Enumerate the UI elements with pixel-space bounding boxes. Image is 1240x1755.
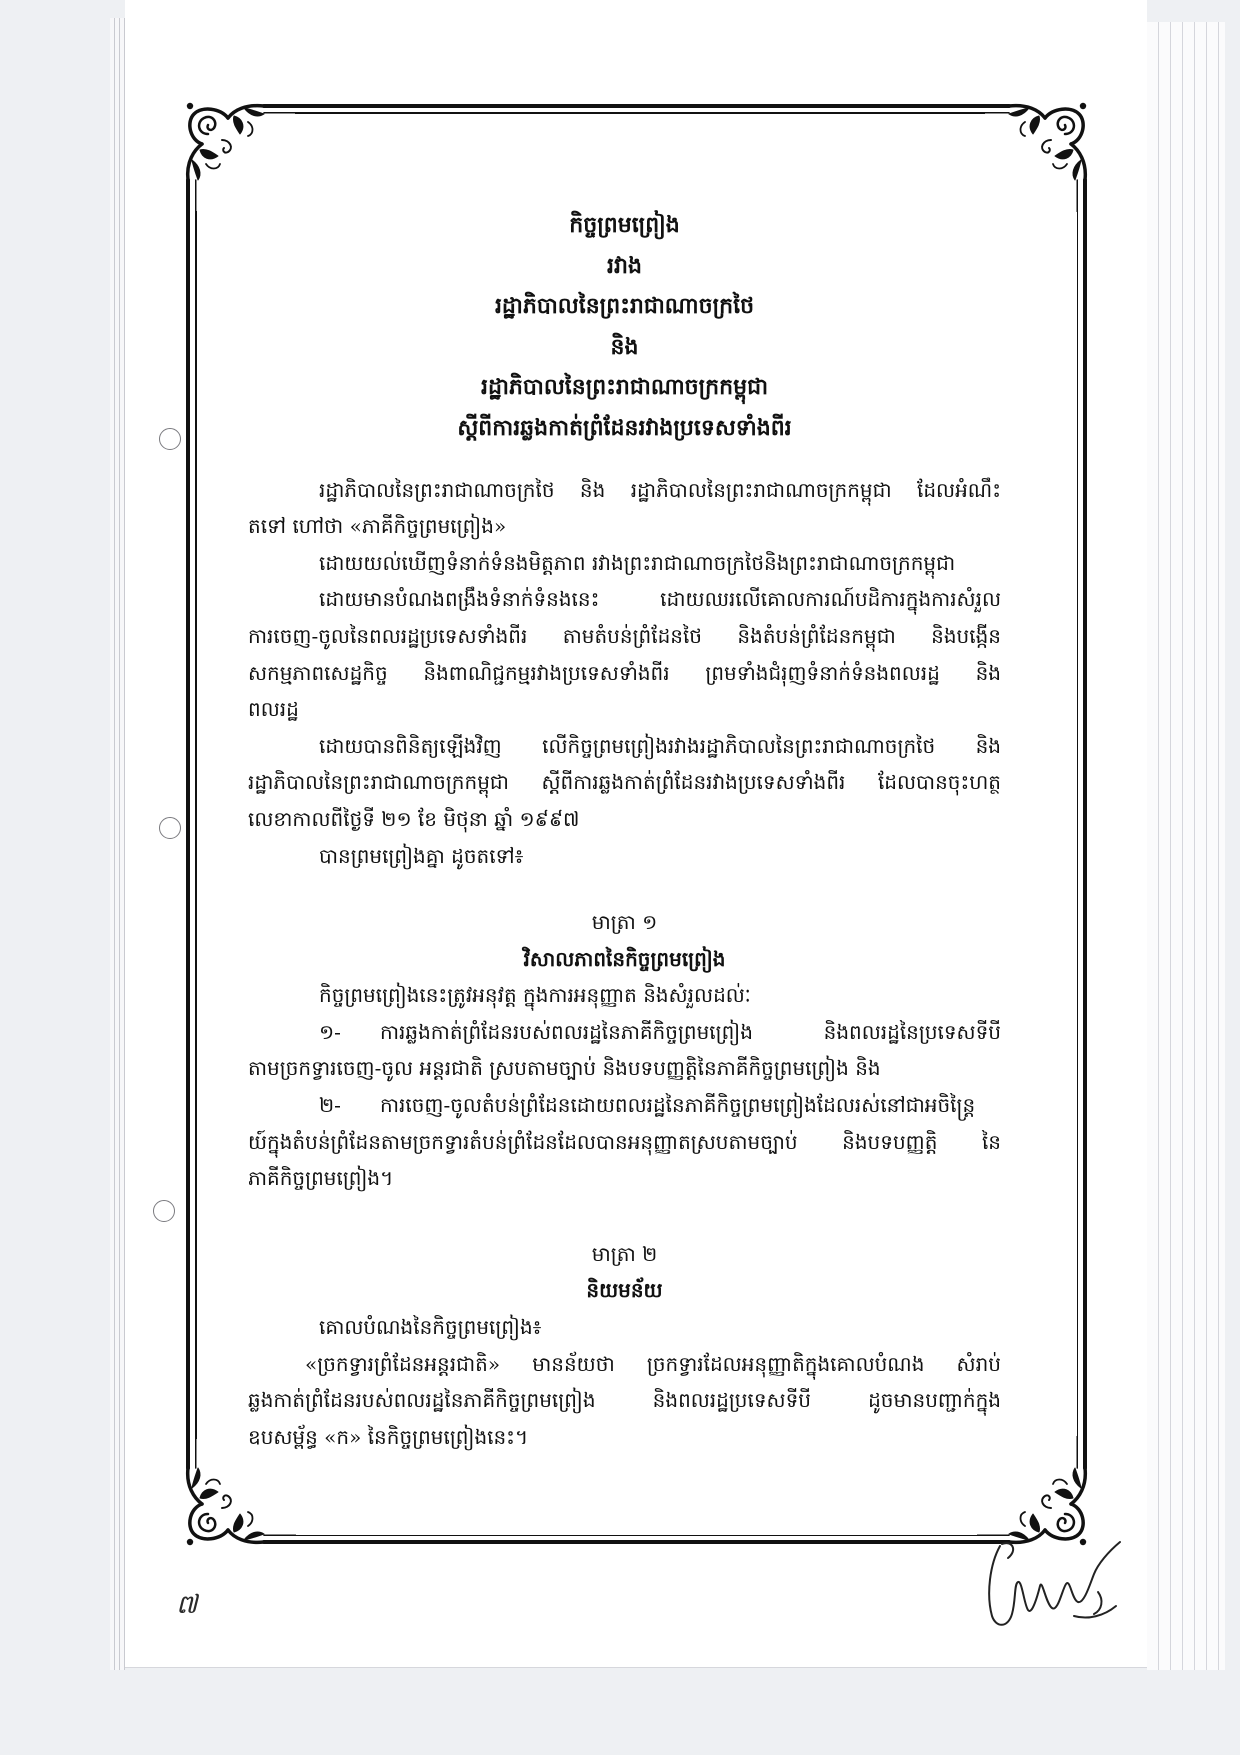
document-title [248, 205, 1001, 449]
paragraph-line: លេខាកាលពីថ្ងៃទី ២១ ខែ មិថុនា ឆ្នាំ ១៩៩៧ [248, 806, 580, 831]
signature [978, 1522, 1126, 1640]
paragraph-line: ភាគីកិច្ចព្រមព្រៀង។ [248, 1166, 394, 1191]
paragraph-line [248, 1014, 1001, 1051]
article-heading: មាត្រា ២ [591, 1241, 658, 1266]
paragraph-line: ពលរដ្ឋ [248, 697, 299, 722]
preamble-paragraph-agreed [248, 838, 1001, 875]
preamble-paragraph-parties [248, 472, 1001, 545]
paragraph-line: បានព្រមព្រៀងគ្នា ដូចតទៅ៖ [319, 843, 524, 868]
preamble [248, 472, 1001, 875]
list-item [248, 1087, 1001, 1197]
title-line: និង [610, 333, 639, 360]
title-line: រវាង [607, 252, 642, 279]
paragraph-line [248, 1087, 1001, 1124]
article-title: និយមន័យ [586, 1278, 663, 1303]
paragraph-line: ឧបសម្ព័ន្ធ «ក» នៃកិច្ចព្រមព្រៀងនេះ។ [248, 1424, 529, 1449]
preamble-paragraph-review [248, 728, 1001, 838]
title-line: រដ្ឋាភិបាលនៃព្រះរាជាណាចក្រកម្ពុជា [480, 374, 769, 401]
title-line: កិច្ចព្រមព្រៀង [569, 212, 680, 238]
frame-bottom-thick [295, 1540, 985, 1544]
article-1 [248, 904, 1001, 1197]
preamble-paragraph-friendship [248, 545, 1001, 582]
paragraph-line: រដ្ឋាភិបាលនៃព្រះរាជាណាចក្រកម្ពុជា ស្តីពីការឆ្លងកាត់ព្រំដែនរវាងប្រទេសទាំងពីរ ដែលបានចុះហត្ថ [248, 770, 1001, 795]
title-line: ស្តីពីការឆ្លងកាត់ព្រំដែនរវាងប្រទេសទាំងពីរ [457, 414, 792, 441]
paragraph-line: សកម្មភាពសេដ្ឋកិច្ច និងពាណិជ្ជកម្មរវាងប្រទេសទាំងពីរ ព្រមទាំងជំរុញទំនាក់ទំនងពលរដ្ឋ និង [248, 660, 1001, 685]
corner-ornament-top-right [977, 100, 1089, 212]
paragraph-line: ដោយមានបំណងពង្រឹងទំនាក់ទំនងនេះ ដោយឈរលើគោលការណ៍បដិការក្នុងការសំរួល [319, 587, 1001, 612]
frame-bottom-thin [295, 1535, 985, 1537]
punch-hole [159, 428, 181, 450]
stacked-page-edge-left [110, 18, 125, 1670]
paragraph-line: ដោយបានពិនិត្យឡើងវិញ លើកិច្ចព្រមព្រៀងរវាងរដ្ឋាភិបាលនៃព្រះរាជាណាចក្រថៃ និង [319, 733, 1001, 758]
title-line: រដ្ឋាភិបាលនៃព្រះរាជាណាចក្រថៃ [494, 293, 755, 320]
preamble-paragraph-intent [248, 581, 1001, 727]
item-text: ការចេញ-ចូលតំបន់ព្រំដែនដោយពលរដ្ឋនៃភាគីកិច្ចព្រមព្រៀងដែលរស់នៅជាអចិន្ត្រៃ [380, 1093, 976, 1118]
paragraph-line: យ៍ក្នុងតំបន់ព្រំដែនតាមច្រកទ្វារតំបន់ព្រំដែនដែលបានអនុញ្ញាតស្របតាមច្បាប់ និងបទបញ្ញត្តិ នៃ [248, 1129, 1001, 1154]
frame-right-thin [1077, 211, 1079, 1439]
paragraph-line: ដោយយល់ឃើញទំនាក់ទំនងមិត្តភាព រវាងព្រះរាជាណាចក្រថៃនិងព្រះរាជាណាចក្រកម្ពុជា [319, 550, 956, 575]
paragraph-line: តទៅ ហៅថា «ភាគីកិច្ចព្រមព្រៀង» [248, 514, 507, 539]
article-title: វិសាលភាពនៃកិច្ចព្រមព្រៀង [523, 946, 726, 971]
definition-paragraph [248, 1346, 1001, 1456]
paragraph-line: ឆ្លងកាត់ព្រំដែនរបស់ពលរដ្ឋនៃភាគីកិច្ចព្រមព្រៀង និងពលរដ្ឋប្រទេសទីបី ដូចមានបញ្ជាក់ក្នុង [248, 1388, 1001, 1413]
punch-hole [153, 1200, 175, 1222]
article-heading: មាត្រា ១ [591, 910, 658, 935]
corner-ornament-top-left [184, 100, 296, 212]
frame-top-thin [295, 112, 985, 114]
paragraph-line: រដ្ឋាភិបាលនៃព្រះរាជាណាចក្រថៃ និង រដ្ឋាភិបាលនៃព្រះរាជាណាចក្រកម្ពុជា ដែលអំណឹះ [319, 477, 1001, 502]
list-item [248, 1014, 1001, 1087]
paragraph-line: ការចេញ-ចូលនៃពលរដ្ឋប្រទេសទាំងពីរ តាមតំបន់ព្រំដែនថៃ និងតំបន់ព្រំដែនកម្ពុជា និងបង្កើន [248, 623, 1001, 648]
frame-right-thick [1083, 211, 1087, 1439]
article-intro: គោលបំណងនៃកិច្ចព្រមព្រៀង៖ [319, 1315, 542, 1340]
document-body [248, 205, 1001, 1455]
page-number: ៧ [176, 1590, 198, 1620]
article-2 [248, 1236, 1001, 1456]
frame-left-thin [195, 211, 197, 1439]
frame-left-thick [186, 211, 190, 1439]
item-number: ២- [319, 1093, 341, 1118]
stacked-page-edge-right [1147, 22, 1225, 1670]
article-intro: កិច្ចព្រមព្រៀងនេះត្រូវអនុវត្ត ក្នុងការអនុញ្ញាត និងសំរួលដល់ៈ [319, 983, 751, 1008]
paragraph-line: «ច្រកទ្វារព្រំដែនអន្តរជាតិ» មានន័យថា ច្រកទ្វារដែលអនុញ្ញាតិក្នុងគោលបំណង សំរាប់ [305, 1351, 1001, 1376]
item-text: ការឆ្លងកាត់ព្រំដែនរបស់ពលរដ្ឋនៃភាគីកិច្ចព្រមព្រៀង និងពលរដ្ឋនៃប្រទេសទីបី [380, 1019, 1001, 1044]
frame-top-thick [295, 104, 985, 108]
item-number: ១- [319, 1019, 341, 1044]
paragraph-line: តាមច្រកទ្វារចេញ-ចូល អន្តរជាតិ ស្របតាមច្បាប់ និងបទបញ្ញត្តិនៃភាគីកិច្ចព្រមព្រៀង និង [248, 1056, 881, 1081]
punch-hole [159, 817, 181, 839]
